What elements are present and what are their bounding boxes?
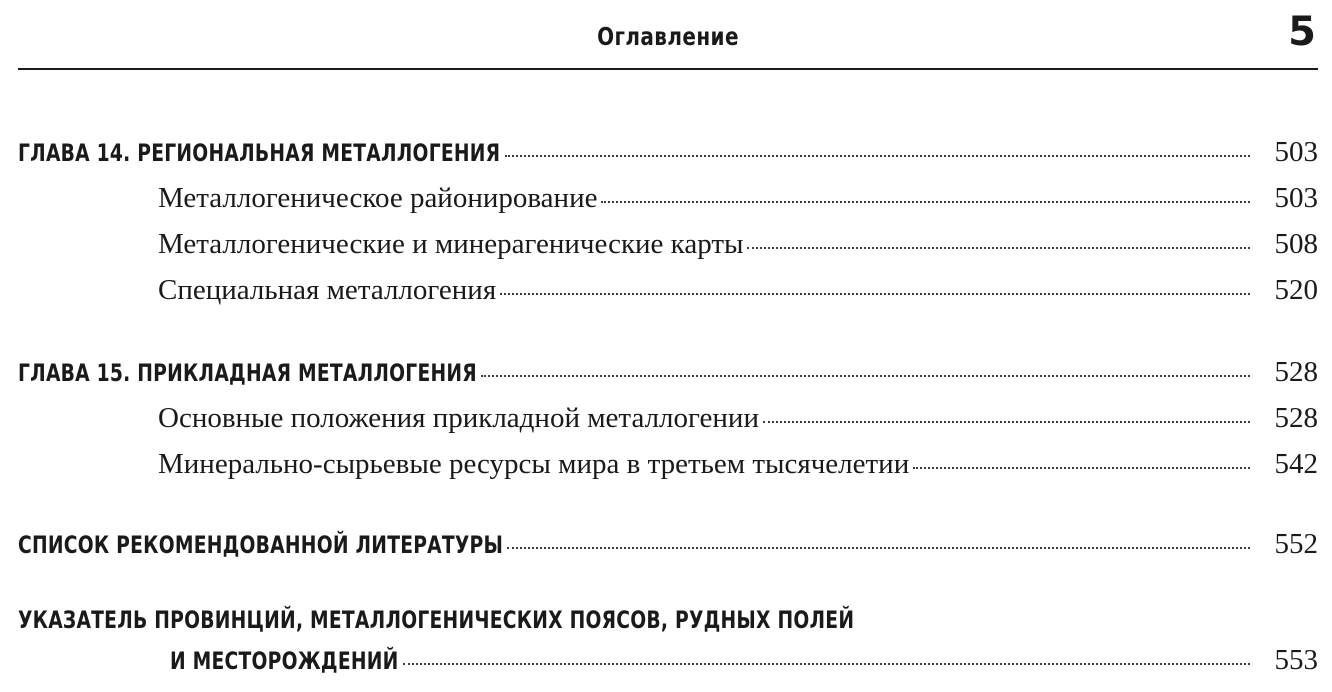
toc-entry-section[interactable] xyxy=(18,228,1318,274)
toc-entry-chapter-15[interactable] xyxy=(18,356,1318,402)
toc-entry-title: Основные положения прикладной металлогении xyxy=(158,402,759,434)
running-title: Оглавление xyxy=(597,22,739,51)
toc-entry-page: 508 xyxy=(1274,228,1318,260)
toc-entry-page: 542 xyxy=(1274,448,1318,480)
dot-leader xyxy=(500,292,1250,295)
toc-entry-page: 553 xyxy=(1274,644,1318,676)
toc-entry-title: Металлогенические и минерагенические карты xyxy=(158,228,744,260)
dot-leader xyxy=(913,466,1250,469)
toc-entry-page: 552 xyxy=(1274,528,1318,560)
toc-entry-title: И МЕСТОРОЖДЕНИЙ xyxy=(170,647,399,675)
toc-entry-section[interactable] xyxy=(18,274,1318,320)
toc-entry-page: 503 xyxy=(1274,136,1318,168)
toc-entry-title: Металлогеническое районирование xyxy=(158,182,598,214)
toc-entry-section[interactable] xyxy=(18,182,1318,228)
toc-entry-index-title-line1[interactable]: УКАЗАТЕЛЬ ПРОВИНЦИЙ, МЕТАЛЛОГЕНИЧЕСКИХ ПОЯСОВ, РУДНЫХ ПОЛЕЙ xyxy=(18,606,855,634)
dot-leader xyxy=(403,662,1250,665)
toc-entry-literature[interactable] xyxy=(18,528,1318,574)
toc-entry-index[interactable] xyxy=(18,644,1318,690)
toc-entry-title: Минерально-сырьевые ресурсы мира в третьем тысячелетии xyxy=(158,448,910,480)
dot-leader xyxy=(747,246,1250,249)
toc-entry-title: СПИСОК РЕКОМЕНДОВАННОЙ ЛИТЕРАТУРЫ xyxy=(18,531,504,559)
toc-entry-page: 528 xyxy=(1274,402,1318,434)
toc-entry-title: ГЛАВА 14. РЕГИОНАЛЬНАЯ МЕТАЛЛОГЕНИЯ xyxy=(18,139,501,167)
toc-entry-section[interactable] xyxy=(18,448,1318,494)
toc-entry-title: Специальная металлогения xyxy=(158,274,497,306)
dot-leader xyxy=(763,420,1250,423)
dot-leader xyxy=(505,154,1250,157)
toc-entry-chapter-14[interactable] xyxy=(18,136,1318,182)
toc-entry-page: 503 xyxy=(1274,182,1318,214)
dot-leader xyxy=(601,200,1250,203)
toc-entry-page: 520 xyxy=(1274,274,1318,306)
toc-entry-section[interactable] xyxy=(18,402,1318,448)
toc-entry-page: 528 xyxy=(1274,356,1318,388)
page-number: 5 xyxy=(1288,9,1316,55)
dot-leader xyxy=(481,374,1250,377)
dot-leader xyxy=(507,546,1250,549)
toc-entry-title: ГЛАВА 15. ПРИКЛАДНАЯ МЕТАЛЛОГЕНИЯ xyxy=(18,359,477,387)
page-header xyxy=(18,0,1318,70)
